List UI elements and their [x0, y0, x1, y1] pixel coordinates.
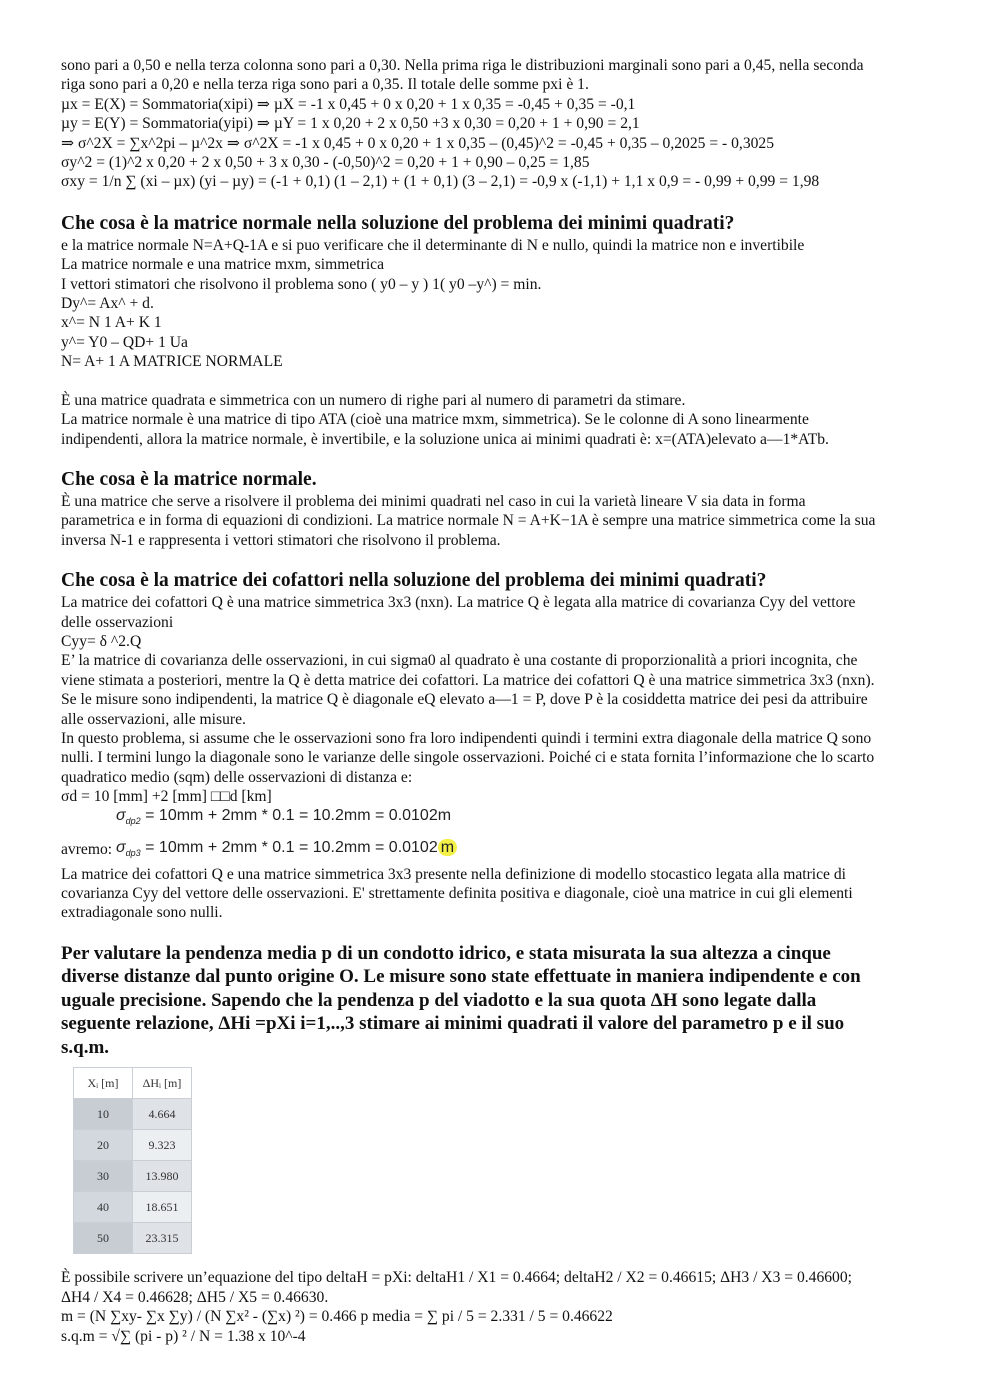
text-line: e la matrice normale N=A+Q-1A e si puo verificare che il determinante di N e nullo, quindi la matrice non e invertibile	[61, 236, 805, 254]
table-header: ΔHᵢ [m]	[133, 1068, 192, 1099]
text-line: In questo problema, si assume che le osservazioni sono fra loro indipendenti quindi i termini extra diagonale della matrice Q sono	[61, 729, 872, 747]
text-line: La matrice dei cofattori Q è una matrice simmetrica 3x3 (nxn). La matrice Q è legata alla matrice di covarianza Cyy del vettore	[61, 594, 856, 612]
table-header-row	[74, 1068, 192, 1099]
text-line: covarianza Cyy del vettore delle osservazioni. E' strettamente definita positiva e diagonale, cioè una matrice in cui gli elementi	[61, 885, 853, 902]
text-line: µx = E(X) = Sommatoria(xipi) ⇒ µX = -1 x 0,45 + 0 x 0,20 + 1 x 0,35 = -0,45 + 0,35 = -0,1	[61, 95, 636, 113]
text-line: parametrica e in forma di equazioni di condizioni. La matrice normale N = A+K−1A è sempre una matrice simmetrica come la sua	[61, 512, 876, 530]
text-line: La matrice normale è una matrice di tipo ATA (cioè una matrice mxm, simmetrica). Se le colonne di A sono linearmente	[61, 411, 809, 429]
text-line: indipendenti, allora la matrice normale, è invertibile, e la soluzione unica ai minimi quadrati è: x=(ATA)elevato a—1*ATb.	[61, 430, 829, 448]
table-cell: 4.664	[133, 1099, 192, 1130]
section-heading: Che cosa è la matrice dei cofattori nella soluzione del problema dei minimi quadrati?	[61, 570, 767, 592]
text-line: extradiagonale sono nulli.	[61, 904, 223, 922]
highlight-mark: m	[438, 839, 457, 856]
formula-dp3: $\sigma_{dp3} = 10mm + 2mm * 0.1 = 10.2mm = 0.0102$ m	[116, 839, 457, 858]
text-line: σd = 10 [mm] +2 [mm] □□d [km]	[61, 788, 272, 806]
table-row	[74, 1223, 192, 1254]
formula-image	[61, 806, 536, 865]
text-line: σxy = 1/n ∑ (xi – µx) (yi – µy) = (-1 + 0,1) (1 – 2,1) + (1 + 0,1) (3 – 2,1) = -0,9 x (-1,1) + 1,1 x 0,9 = - 0,99 + 0,99 = 1,98	[61, 173, 820, 191]
heading-line: diverse distanze dal punto origine O. Le misure sono state effettuate in maniera indipendente e con	[61, 966, 861, 988]
intro-block	[61, 56, 940, 192]
text-line: m = (N ∑xy- ∑x ∑y) / (N ∑x² - (∑x) ²) = 0.466 p media = ∑ pi / 5 = 2.331 / 5 = 0.46622	[61, 1308, 613, 1326]
text-line: σy^2 = (1)^2 x 0,20 + 2 x 0,50 + 3 x 0,30 - (-0,50)^2 = 0,20 + 1 + 0,90 – 0,25 = 1,85	[61, 154, 590, 172]
table-header: Xᵢ [m]	[74, 1068, 133, 1099]
text-line: nulli. I termini lungo la diagonale sono le varianze delle singole osservazioni. Poiché ci e stata fornita l’informazione che lo scarto	[61, 749, 875, 767]
avremo-label: avremo:	[61, 840, 113, 858]
text-line: N= A+ 1 A MATRICE NORMALE	[61, 353, 283, 371]
data-table	[73, 1067, 192, 1254]
table-cell: 9.323	[133, 1130, 192, 1161]
text-line: La matrice normale e una matrice mxm, simmetrica	[61, 256, 384, 274]
text-line: inversa N-1 e rappresenta i vettori stimatori che risolvono il problema.	[61, 531, 501, 549]
text-line: È una matrice quadrata e simmetrica con un numero di righe pari al numero di parametri da stimare.	[61, 391, 686, 409]
text-line: alle osservazioni, alle misure.	[61, 710, 246, 728]
text-line: quadratico medio (sqm) delle osservazioni di distanza e:	[61, 768, 413, 786]
text-line: x^= N 1 A+ K 1	[61, 314, 162, 332]
table-cell: 10	[74, 1099, 133, 1130]
text-line: ⇒ σ^2X = ∑x^2pi – µ^2x ⇒ σ^2X = -1 x 0,45 + 0 x 0,20 + 1 x 0,35 – (0,45)^2 = -0,45 + 0,35 – 0,2025 = - 0,3025	[61, 134, 775, 152]
text-line: y^= Y0 – QD+ 1 Ua	[61, 333, 188, 351]
heading-line: seguente relazione, ΔHi =pXi i=1,..,3 stimare ai minimi quadrati il valore del parametro p e il suo	[61, 1013, 845, 1035]
table-cell: 13.980	[133, 1161, 192, 1192]
table-cell: 20	[74, 1130, 133, 1161]
text-line: Se le misure sono indipendenti, la matrice Q è diagonale eQ elevato a—1 = P, dove P è la cosiddetta matrice dei pesi da attribuire	[61, 691, 868, 709]
text-line: Dy^= Ax^ + d.	[61, 295, 154, 313]
text-line: È possibile scrivere un’equazione del tipo deltaH = pXi: deltaH1 / X1 = 0.4664; deltaH2 / X2 = 0.46615; ΔH3 / X3 = 0.46600;	[61, 1269, 852, 1287]
text-line: La matrice dei cofattori Q e una matrice simmetrica 3x3 presente nella definizione di modello stocastico legata alla matrice di	[61, 865, 846, 883]
text-line: µy = E(Y) = Sommatoria(yipi) ⇒ µY = 1 x 0,20 + 2 x 0,50 +3 x 0,30 = 0,20 + 1 + 0,90 = 2,1	[61, 115, 640, 133]
section-heading: Che cosa è la matrice normale.	[61, 468, 317, 490]
table-row	[74, 1130, 192, 1161]
table-cell: 40	[74, 1192, 133, 1223]
formula-dp2: $\sigma_{dp2} = 10mm + 2mm * 0.1 = 10.2mm = 0.0102m$	[116, 806, 452, 826]
problem-heading	[61, 942, 940, 1060]
table-cell: 23.315	[133, 1223, 192, 1254]
text-line: È una matrice che serve a risolvere il problema dei minimi quadrati nel caso in cui la varietà lineare V sia data in forma	[61, 492, 806, 510]
table-row	[74, 1192, 192, 1223]
text-line: I vettori stimatori che risolvono il problema sono ( y0 – y ) 1( y0 –y^) = min.	[61, 275, 542, 293]
table-row	[74, 1099, 192, 1130]
table-row	[74, 1161, 192, 1192]
text-line: s.q.m = √∑ (pi - p) ² / N = 1.38 x 10^-4	[61, 1327, 306, 1345]
heading-line: Per valutare la pendenza media p di un condotto idrico, e stata misurata la sua altezza a cinque	[61, 942, 831, 964]
heading-line: uguale precisione. Sapendo che la pendenza p del viadotto e la sua quota ΔH sono legate dalla	[61, 989, 817, 1011]
text-line: delle osservazioni	[61, 613, 174, 631]
text-line: viene stimata a posteriori, mentre la Q è detta matrice dei cofattori. La matrice dei cofattori Q è una matrice simmetrica 3x3 (nxn).	[61, 671, 875, 689]
text-line: sono pari a 0,50 e nella terza colonna sono pari a 0,30. Nella prima riga le distribuzioni marginali sono pari a 0,45, nella seconda	[61, 57, 864, 74]
table-cell: 18.651	[133, 1192, 192, 1223]
table-cell: 30	[74, 1161, 133, 1192]
heading-line: s.q.m.	[61, 1036, 110, 1058]
text-line: ΔH4 / X4 = 0.46628; ΔH5 / X5 = 0.46630.	[61, 1288, 329, 1306]
text-line: Cyy= δ ^2.Q	[61, 632, 142, 650]
table-cell: 50	[74, 1223, 133, 1254]
section-heading: Che cosa è la matrice normale nella soluzione del problema dei minimi quadrati?	[61, 212, 735, 234]
text-line: E’ la matrice di covarianza delle osservazioni, in cui sigma0 al quadrato è una costante di proporzionalità a priori incognita, che	[61, 652, 858, 670]
text-line: riga sono pari a 0,20 e nella terza riga sono pari a 0,35. Il totale delle somme pxi è 1.	[61, 76, 589, 94]
